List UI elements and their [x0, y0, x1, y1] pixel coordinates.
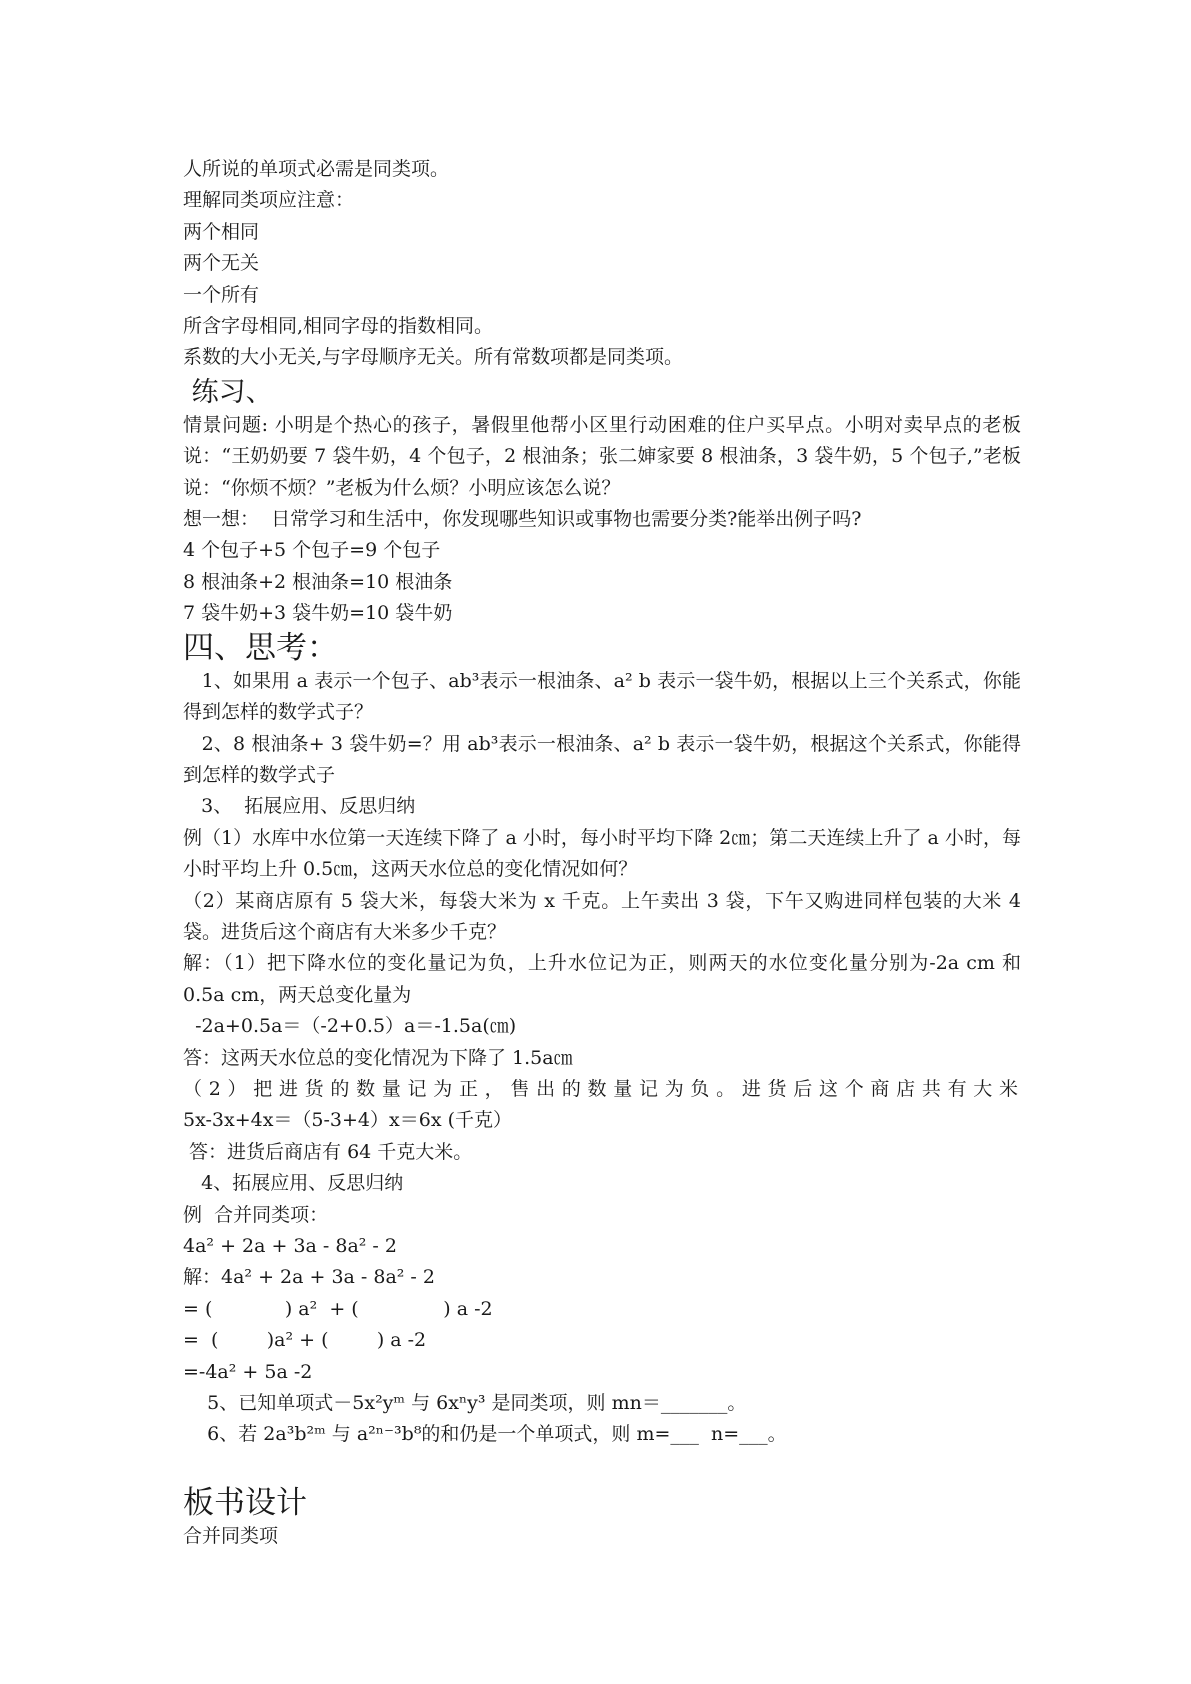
- text-line: 一个所有: [183, 283, 260, 306]
- section-heading: 四、思考：: [183, 629, 338, 666]
- text-line: = ( ) a² + ( ) a -2: [183, 1297, 493, 1320]
- text-line: 3、 拓展应用、反思归纳: [183, 795, 416, 818]
- text-line: 答：这两天水位总的变化情况为下降了 1.5a㎝: [183, 1046, 573, 1069]
- text-line: 理解同类项应注意：: [183, 189, 355, 212]
- text-line: 4a² + 2a + 3a - 8a² - 2: [183, 1235, 397, 1257]
- text-line: 4 个包子+5 个包子=9 个包子: [183, 539, 441, 562]
- text-line: 4、拓展应用、反思归纳: [183, 1172, 404, 1195]
- text-line: 解：4a² + 2a + 3a - 8a² - 2: [183, 1266, 435, 1289]
- text-line: =-4a² + 5a -2: [183, 1360, 313, 1383]
- paragraph: 解：（1）把下降水位的变化量记为负，上升水位记为正，则两天的水位变化量分别为-2a cm 和 0.5a cm，两天总变化量为: [183, 952, 1028, 1006]
- document-body: [183, 154, 1028, 1552]
- paragraph: （2）某商店原有 5 袋大米，每袋大米为 x 千克。上午卖出 3 袋，下午又购进同样包装的大米 4 袋。进货后这个商店有大米多少千克？: [183, 889, 1028, 943]
- text-line: 两个相同: [183, 220, 260, 243]
- text-line: 想一想： 日常学习和生活中，你发现哪些知识或事物也需要分类?能举出例子吗?: [183, 508, 862, 531]
- subsection-heading: 练习、: [183, 376, 273, 408]
- text-line: 例 合并同类项：: [183, 1203, 329, 1226]
- text-line: 答：进货后商店有 64 千克大米。: [183, 1140, 473, 1163]
- text-line: 所含字母相同,相同字母的指数相同。: [183, 315, 494, 338]
- text-line: 两个无关: [183, 252, 260, 275]
- section-spacer: [183, 1451, 1021, 1485]
- text-line: -2a+0.5a＝（-2+0.5）a＝-1.5a(㎝): [183, 1015, 517, 1038]
- text-line: 8 根油条+2 根油条=10 根油条: [183, 570, 453, 593]
- text-line: 7 袋牛奶+3 袋牛奶=10 袋牛奶: [183, 602, 453, 625]
- paragraph: （2）把进货的数量记为正，售出的数量记为负。进货后这个商店共有大米: [183, 1077, 1021, 1100]
- section-heading: 板书设计: [183, 1484, 307, 1521]
- text-line: 合并同类项: [183, 1524, 279, 1547]
- text-line: 5、已知单项式－5x²yᵐ 与 6xⁿy³ 是同类项，则 mn＝_______。: [183, 1392, 747, 1415]
- text-line: = ( )a² + ( ) a -2: [183, 1329, 427, 1352]
- text-line: 5x-3x+4x＝（5-3+4）x＝6x (千克）: [183, 1109, 512, 1132]
- paragraph: 例（1）水库中水位第一天连续下降了 a 小时，每小时平均下降 2㎝；第二天连续上升了 a 小时，每小时平均上升 0.5㎝，这两天水位总的变化情况如何？: [183, 826, 1021, 881]
- text-line: 人所说的单项式必需是同类项。: [183, 158, 450, 180]
- text-line: 系数的大小无关,与字母顺序无关。所有常数项都是同类项。: [183, 346, 684, 369]
- paragraph: 1、如果用 a 表示一个包子、ab³表示一根油条、a² b 表示一袋牛奶，根据以上三个关系式，你能得到怎样的数学式子？: [183, 669, 1021, 724]
- paragraph: 2、8 根油条+ 3 袋牛奶=？用 ab³表示一根油条、a² b 表示一袋牛奶，根据这个关系式，你能得到怎样的数学式子: [183, 732, 1021, 786]
- text-line: 6、若 2a³b²ᵐ 与 a²ⁿ⁻³b⁸的和仍是一个单项式，则 m=___ n=___。: [183, 1423, 787, 1446]
- paragraph: 情景问题: 小明是个热心的孩子，暑假里他帮小区里行动困难的住户买早点。小明对卖早点的老板说：“王奶奶要 7 袋牛奶，4 个包子，2 根油条；张二婶家要 8 根油条，3 袋牛奶，5 个包子,”老板说：“你烦不烦？”老板为什么烦？小明应该怎么说？: [183, 413, 1021, 499]
